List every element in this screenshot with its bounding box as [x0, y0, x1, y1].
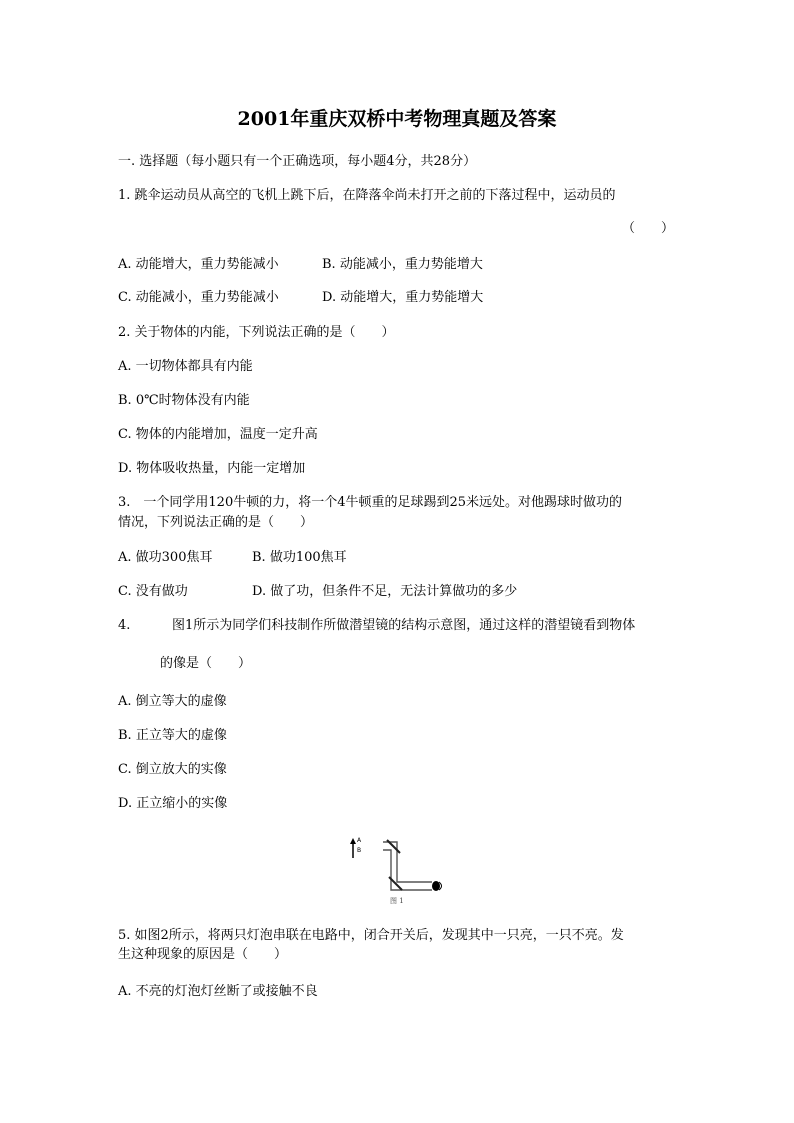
figure-label-b: B	[357, 847, 362, 854]
figure-label-a: A	[357, 837, 362, 844]
periscope-inner-wall	[383, 850, 432, 890]
eye-icon	[432, 881, 440, 891]
question-3-option-d: D. 做了功，但条件不足，无法计算做功的多少	[252, 584, 518, 599]
question-1-option-d: D. 动能增大，重力势能增大	[322, 290, 484, 305]
question-1-option-c: C. 动能减小，重力势能减小	[118, 290, 279, 305]
question-4-stem-line1: 图1所示为同学们科技制作所做潜望镜的结构示意图，通过这样的潜望镜看到物体	[172, 618, 636, 633]
question-1-option-a: A. 动能增大，重力势能减小	[118, 257, 279, 272]
question-3-option-a: A. 做功300焦耳	[118, 550, 213, 565]
question-2-option-b: B. 0℃时物体没有内能	[118, 393, 250, 408]
question-2-option-c: C. 物体的内能增加，温度一定升高	[118, 427, 318, 442]
periscope-figure	[340, 832, 452, 908]
question-1-stem: 1. 跳伞运动员从高空的飞机上跳下后，在降落伞尚未打开之前的下落过程中，运动员的	[118, 188, 616, 203]
question-4-option-d: D. 正立缩小的实像	[118, 796, 228, 811]
question-3-option-c: C. 没有做功	[118, 584, 188, 599]
question-2-option-a: A. 一切物体都具有内能	[118, 359, 253, 374]
question-4-stem-line2: 的像是（ ）	[160, 656, 252, 671]
question-3-stem-line1: 3. 一个同学用120牛顿的力，将一个4牛顿重的足球踢到25米远处。对他踢球时做功的	[118, 495, 623, 510]
question-3-stem-line2: 情况，下列说法正确的是（ ）	[118, 515, 314, 530]
question-3-option-b: B. 做功100焦耳	[252, 550, 347, 565]
question-1-option-b: B. 动能减小，重力势能增大	[322, 257, 483, 272]
question-5-stem-line1: 5. 如图2所示，将两只灯泡串联在电路中，闭合开关后，发现其中一只亮，一只不亮。发	[118, 928, 624, 943]
question-4-option-b: B. 正立等大的虚像	[118, 728, 227, 743]
question-4-option-c: C. 倒立放大的实像	[118, 762, 227, 777]
object-arrow-head	[350, 838, 356, 844]
question-5-option-a: A. 不亮的灯泡灯丝断了或接触不良	[118, 984, 318, 999]
figure-caption: 图 1	[390, 897, 404, 905]
document-title: 2001年重庆双桥中考物理真题及答案	[237, 108, 557, 130]
question-5-stem-line2: 生这种现象的原因是（ ）	[118, 947, 288, 962]
question-1-blank: （ ）	[622, 221, 675, 236]
question-4-option-a: A. 倒立等大的虚像	[118, 694, 227, 709]
question-2-option-d: D. 物体吸收热量，内能一定增加	[118, 461, 306, 476]
question-2-stem: 2. 关于物体的内能，下列说法正确的是（ ）	[118, 325, 395, 340]
section-heading: 一. 选择题（每小题只有一个正确选项，每小题4分，共28分）	[118, 154, 477, 169]
question-4-number: 4.	[118, 618, 131, 633]
